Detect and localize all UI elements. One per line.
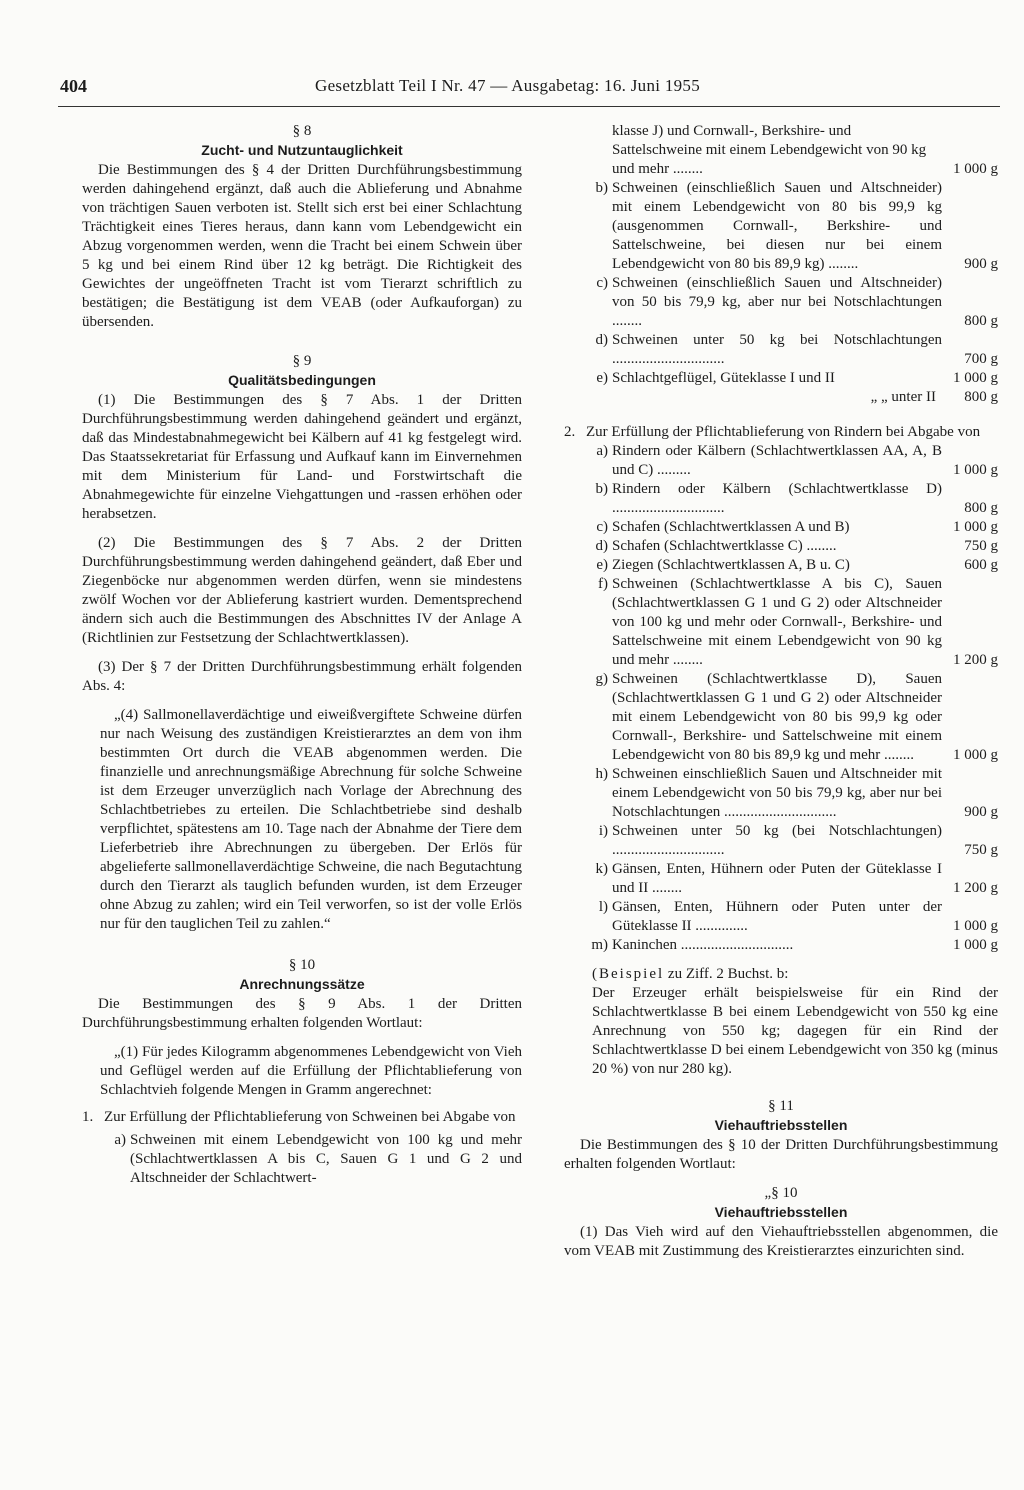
list-entry-amount: 750 g bbox=[964, 538, 998, 554]
list-entry-text: Rindern oder Kälbern (Schlachtwertklasse D) .............................. bbox=[612, 481, 942, 516]
list-entry-letter: b) bbox=[595, 180, 608, 196]
right-column bbox=[564, 122, 998, 1261]
list-entry-letter: d) bbox=[595, 538, 608, 554]
quoted-section-10-title: Viehauftriebsstellen bbox=[714, 1204, 848, 1220]
section-8-number: § 8 bbox=[292, 123, 312, 139]
list-entry-letter: e) bbox=[596, 557, 608, 573]
list-entry-amount: 1 000 g bbox=[953, 937, 998, 953]
list-entry-amount: 1 200 g bbox=[953, 880, 998, 896]
list-entry-letter: m) bbox=[591, 937, 608, 953]
list-entry-amount: 800 g bbox=[964, 500, 998, 516]
list-entry-text: Schweinen einschließlich Sauen und Altschneider mit einem Lebendgewicht von 50 bis 79,9 kg, aber nur bei Notschlachtungen .............................. bbox=[612, 766, 942, 820]
list-item-number: 2. bbox=[564, 424, 576, 440]
section-9-number: § 9 bbox=[292, 353, 312, 369]
list-entry-text: Rindern oder Kälbern (Schlachtwertklassen AA, A, B und C) ......... bbox=[612, 443, 942, 478]
list-entry bbox=[584, 518, 998, 537]
section-9-paragraph-3: (3) Der § 7 der Dritten Durchführungsbestimmung erhält folgenden Abs. 4: bbox=[82, 659, 522, 694]
list-entry-text: Schafen (Schlachtwertklassen A und B) bbox=[612, 519, 850, 535]
list-entry bbox=[584, 480, 998, 518]
list-entry bbox=[584, 575, 998, 670]
list-entry bbox=[584, 936, 998, 955]
example-label: (Beispiel bbox=[592, 966, 665, 982]
list-entry-text: Gänsen, Enten, Hühnern oder Puten unter der Güteklasse II .............. bbox=[612, 899, 942, 934]
section-9-quote: „(4) Sallmonellaverdächtige und eiweißvergiftete Schweine dürfen nur nach Weisung des zuständigen Kreistierarztes an dem von ihm bestimmten Ort durch die VEAB abgenommen werden. Die finanzielle und anrechnungsmäßige Abrechnung für solche Schweine ist dem Erzeuger unverzüglich nach Vorlage der Abrechnung des Schlachtbetriebes zu erteilen. Die Schlachtbetriebe sind deshalb verpflichtet, spätestens am 10. Tage nach der Abnahme der Tiere dem Lieferbetrieb ihre Abrechnungen zu übergeben. Der Erlös für abgelieferte sallmonellaverdächtige Schweine, die nach Begutachtung durch den Tierarzt als tauglich befunden wurden, ist dem Erzeuger ohne Abzug zu zahlen; wird ein Teil verworfen, so ist der volle Erlös nur für den tauglichen Teil zu zahlen.“ bbox=[100, 707, 522, 932]
example-label-rest: zu Ziff. 2 Buchst. b: bbox=[664, 966, 789, 982]
list-entry-text: Kaninchen .............................. bbox=[612, 937, 794, 953]
list-entry-amount: 900 g bbox=[964, 804, 998, 820]
page-header bbox=[0, 76, 1024, 106]
list-entry bbox=[584, 442, 998, 480]
list-entry bbox=[584, 274, 998, 331]
list-item-text: Zur Erfüllung der Pflichtablieferung von Rindern bei Abgabe von bbox=[586, 424, 981, 440]
running-title: Gesetzblatt Teil I Nr. 47 — Ausgabetag: 16. Juni 1955 bbox=[315, 76, 701, 95]
list-entry-amount: 1 000 g bbox=[953, 519, 998, 535]
list-subitem-text: Schweinen mit einem Lebendgewicht von 100 kg und mehr (Schlachtwertklassen A bis C, Sauen G 1 und G 2 und Altschneider der Schlachtwert- bbox=[130, 1132, 522, 1186]
quoted-section-10-number: „§ 10 bbox=[764, 1185, 798, 1201]
section-10-quote: „(1) Für jedes Kilogramm abgenommenes Lebendgewicht von Vieh und Geflügel werden auf die Erfüllung der Pflichtablieferung von Schlachtvieh folgende Mengen in Gramm angerechnet: bbox=[100, 1044, 522, 1098]
section-8-title: Zucht- und Nutzuntauglichkeit bbox=[201, 142, 403, 158]
list-entry-amount: 800 g bbox=[964, 313, 998, 329]
list-entry-amount: 600 g bbox=[964, 557, 998, 573]
list-item-2 bbox=[564, 423, 998, 442]
list-entry bbox=[584, 556, 998, 575]
list-entry-letter: c) bbox=[596, 519, 608, 535]
list-subitem-text: „ „ unter II bbox=[870, 389, 936, 405]
section-10-number: § 10 bbox=[288, 957, 316, 973]
header-rule bbox=[58, 106, 1000, 107]
list-entry bbox=[584, 369, 998, 388]
list-entry bbox=[584, 898, 998, 936]
section-10-title: Anrechnungssätze bbox=[239, 976, 365, 992]
list-entry-letter: c) bbox=[596, 275, 608, 291]
list-item-1 bbox=[82, 1108, 522, 1127]
list-entry-text: Schafen (Schlachtwertklasse C) ........ bbox=[612, 538, 837, 554]
list-entry-text: Schweinen unter 50 kg bei Notschlachtungen .............................. bbox=[612, 332, 942, 367]
list-entry bbox=[584, 179, 998, 274]
list-entry-text: Schweinen (einschließlich Sauen und Altschneider) mit einem Lebendgewicht von 80 bis 99,9 kg (ausgenommen Cornwall-, Berkshire- und Sattelschweine, bei diesen nur bei einem Lebendgewicht von 80 bis 89,9 kg) ........ bbox=[612, 180, 942, 272]
list-subitem-amount: 1 000 g bbox=[953, 161, 998, 177]
list-subitem-1e-continued bbox=[612, 388, 998, 407]
list-entry-amount: 1 000 g bbox=[953, 462, 998, 478]
example-heading bbox=[592, 965, 998, 984]
list-entry-text: Schweinen unter 50 kg (bei Notschlachtungen) .............................. bbox=[612, 823, 942, 858]
list-entry-amount: 700 g bbox=[964, 351, 998, 367]
section-9-title: Qualitätsbedingungen bbox=[228, 372, 376, 388]
list-2-entries bbox=[564, 442, 998, 955]
list-subitem-letter: a) bbox=[114, 1132, 126, 1148]
list-entry-letter: l) bbox=[598, 899, 608, 915]
section-8-text: Die Bestimmungen des § 4 der Dritten Durchführungsbestimmung werden dahingehend ergänzt, daß auch die Ablieferung und Abnahme von trächtigen Sauen verboten ist. Stellt sich erst bei einer Schlachtung Trächtigkeit eines Tieres heraus, dann kann vom Lebendgewicht ein Abzug vorgenommen werden, wenn die Tracht bei einem Schwein über 5 kg und bei einem Rind über 12 kg beträgt. Die Richtigkeit des Gewichtes der ungeöffneten Tracht ist vom Tierarzt schriftlich zu bestätigen; die Bestätigung ist dem VEAB (oder Aufkauforgan) zu übersenden. bbox=[82, 162, 522, 330]
list-entry-text: Schweinen (einschließlich Sauen und Altschneider) von 50 bis 79,9 kg, aber nur bei Notschlachtungen ........ bbox=[612, 275, 942, 329]
list-entry-amount: 1 000 g bbox=[953, 370, 998, 386]
list-entry-amount: 1 200 g bbox=[953, 652, 998, 668]
list-entry bbox=[584, 860, 998, 898]
list-1-entries bbox=[564, 179, 998, 388]
section-9-paragraph-2: (2) Die Bestimmungen des § 7 Abs. 2 der Dritten Durchführungsbestimmung werden dahingehend geändert, daß Eber und Ziegenböcke nur abgenommen werden dürfen, wenn sie mindestens zwölf Wochen vor der Ablieferung kastriert wurden. Dementsprechend ändern sich auch die Bestimmungen des Abschnittes IV der Anlage A (Richtlinien zur Festsetzung der Schlachtwertklassen). bbox=[82, 535, 522, 646]
list-subitem-1a-continued bbox=[612, 122, 998, 179]
example-text: Der Erzeuger erhält beispielsweise für ein Rind der Schlachtwertklasse B bei einem Lebendgewicht von 550 kg eine Anrechnung von 550 kg; dagegen für ein Rind der Schlachtwertklasse D bei einem Lebendgewicht von 350 kg (minus 20 %) von nur 280 kg). bbox=[592, 985, 998, 1077]
list-subitem-1a bbox=[102, 1131, 522, 1188]
section-9-paragraph-1: (1) Die Bestimmungen des § 7 Abs. 1 der Dritten Durchführungsbestimmung werden dahingehend geändert und ergänzt, daß das Mindestabnahmegewicht bei Kälbern auf 41 kg festgelegt wird. Das Staatssekretariat für Erfassung und Aufkauf kann im Einvernehmen mit dem Ministerium für Land- und Forstwirtschaft die Abnahmegewichte für einzelne Viehgattungen und -rassen erhöhen oder herabsetzen. bbox=[82, 392, 522, 522]
list-entry-letter: k) bbox=[595, 861, 608, 877]
quoted-section-10-text: (1) Das Vieh wird auf den Viehauftriebsstellen abgenommen, die vom VEAB mit Zustimmung des Kreistierarztes einzurichten sind. bbox=[564, 1224, 998, 1259]
section-10-text: Die Bestimmungen des § 9 Abs. 1 der Dritten Durchführungsbestimmung erhalten folgenden Wortlaut: bbox=[82, 996, 522, 1031]
list-subitem-text: klasse J) und Cornwall-, Berkshire- und Sattelschweine mit einem Lebendgewicht von 90 kg und mehr ........ bbox=[612, 123, 927, 177]
left-column bbox=[82, 122, 522, 1188]
list-entry bbox=[584, 822, 998, 860]
list-entry-amount: 1 000 g bbox=[953, 747, 998, 763]
list-entry bbox=[584, 670, 998, 765]
list-entry bbox=[584, 765, 998, 822]
list-entry-text: Ziegen (Schlachtwertklassen A, B u. C) bbox=[612, 557, 850, 573]
list-entry-text: Gänsen, Enten, Hühnern oder Puten der Güteklasse I und II ........ bbox=[612, 861, 942, 896]
list-entry-amount: 900 g bbox=[964, 256, 998, 272]
list-item-number: 1. bbox=[82, 1109, 94, 1125]
list-entry-text: Schweinen (Schlachtwertklasse A bis C), Sauen (Schlachtwertklassen G 1 und G 2) oder Altschneider von 100 kg und mehr oder Cornwall-, Berkshire- und Sattelschweine mit einem Lebendgewicht von 90 kg und mehr ........ bbox=[612, 576, 942, 668]
list-entry-letter: f) bbox=[598, 576, 608, 592]
section-11-text: Die Bestimmungen des § 10 der Dritten Durchführungsbestimmung erhalten folgenden Wortlaut: bbox=[564, 1137, 998, 1172]
section-11-number: § 11 bbox=[768, 1098, 794, 1114]
list-entry bbox=[584, 537, 998, 556]
section-11-title: Viehauftriebsstellen bbox=[714, 1117, 848, 1133]
list-entry-letter: g) bbox=[595, 671, 608, 687]
list-entry-letter: d) bbox=[595, 332, 608, 348]
list-entry-amount: 1 000 g bbox=[953, 918, 998, 934]
list-subitem-amount: 800 g bbox=[964, 389, 998, 405]
list-entry-letter: i) bbox=[598, 823, 608, 839]
list-entry-letter: h) bbox=[595, 766, 608, 782]
list-entry-amount: 750 g bbox=[964, 842, 998, 858]
list-entry bbox=[584, 331, 998, 369]
page-number: 404 bbox=[60, 76, 87, 96]
list-item-text: Zur Erfüllung der Pflichtablieferung von Schweinen bei Abgabe von bbox=[104, 1109, 516, 1125]
list-entry-text: Schweinen (Schlachtwertklasse D), Sauen (Schlachtwertklassen G 1 und G 2) oder Altschneider mit einem Lebendgewicht von 80 bis 99,9 kg oder Cornwall-, Berkshire- und Sattelschweine mit einem Lebendgewicht von 80 bis 89,9 kg und mehr ........ bbox=[612, 671, 942, 763]
list-entry-letter: a) bbox=[596, 443, 608, 459]
list-entry-text: Schlachtgeflügel, Güteklasse I und II bbox=[612, 370, 835, 386]
list-entry-letter: b) bbox=[595, 481, 608, 497]
list-entry-letter: e) bbox=[596, 370, 608, 386]
